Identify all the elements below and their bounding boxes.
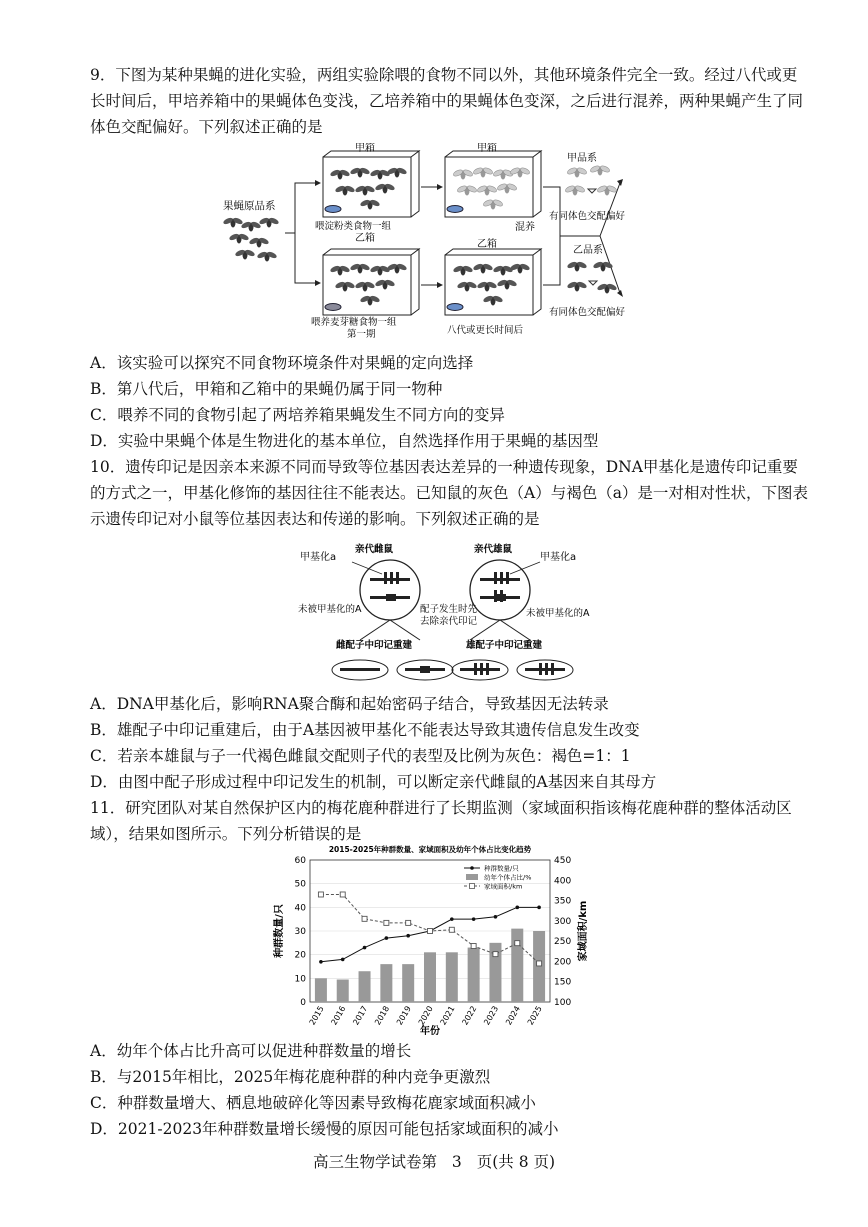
home-range-point — [340, 892, 345, 897]
strain-a-flies — [564, 165, 617, 196]
strain-b-flies — [566, 261, 617, 294]
q9-option-a: A．该实验可以探究不同食物环境条件对果蝇的定向选择 — [90, 354, 474, 372]
period1-label: 第一期 — [347, 329, 376, 340]
y-tick-label: 40 — [294, 903, 306, 914]
pref-a-label: 有同体色交配偏好 — [549, 211, 626, 222]
question-10-figure — [290, 540, 600, 690]
unmethyl-a-right: 未被甲基化的A — [526, 608, 590, 619]
box-b1 — [323, 249, 419, 315]
feed-b-label: 喂养麦芽糖食物一组 — [311, 317, 397, 328]
y2-tick-label: 300 — [554, 916, 572, 927]
male-label: 亲代雄鼠 — [474, 544, 513, 555]
mix-label: 混养 — [515, 222, 535, 233]
y2-tick-label: 250 — [554, 937, 572, 948]
legend-marker-bar — [466, 874, 478, 880]
bar — [315, 978, 327, 1002]
strain-b-label: 乙品系 — [573, 245, 603, 256]
legend-label-population: 种群数量/只 — [484, 864, 519, 873]
origin-flies — [222, 217, 279, 262]
footer-page-number: 3 — [451, 1153, 462, 1171]
population-point — [319, 960, 323, 964]
x-tick-label: 2022 — [460, 1004, 479, 1027]
q9-option-c: C．喂养不同的食物引起了两培养箱果蝇发生不同方向的变异 — [90, 406, 505, 424]
y-tick-label: 50 — [294, 879, 306, 890]
home-range-point — [428, 929, 433, 934]
strain-a-label: 甲品系 — [567, 153, 597, 164]
y2-axis-label: 家域面积/km — [578, 900, 589, 962]
page-footer — [0, 1150, 868, 1172]
population-point — [363, 946, 367, 950]
y-tick-label: 20 — [294, 950, 306, 961]
bar — [424, 952, 436, 1002]
y2-tick-label: 350 — [554, 896, 572, 907]
population-point — [341, 958, 345, 962]
fruitfly-experiment-diagram — [215, 143, 685, 343]
bar — [380, 964, 392, 1002]
question-10-stem: 10．遗传印记是因亲本来源不同而导致等位基因表达差异的一种遗传现象，DNA甲基化是遗传印记重要的方式之一，甲基化修饰的基因往往不能表达。已知鼠的灰色（A）与褐色（a）是一对相对性状，下图表示遗传印记对小鼠等位基因表达和传递的影响。下列叙述正确的是 — [90, 458, 808, 528]
q10-option-a: A．DNA甲基化后，影响RNA聚合酶和起始密码子结合，导致基因无法转录 — [90, 695, 609, 713]
box-a1-label: 甲箱 — [355, 143, 375, 154]
question-11-chart — [268, 842, 598, 1037]
q10-option-b: B．雄配子中印记重建后，由于A基因被甲基化不能表达导致其遗传信息发生改变 — [90, 721, 640, 739]
home-range-point — [515, 941, 520, 946]
box-a2-label: 甲箱 — [477, 143, 497, 154]
y2-tick-label: 200 — [554, 957, 572, 968]
female-chromosomes — [370, 572, 410, 601]
y-tick-label: 30 — [294, 927, 306, 937]
period2-label: 八代或更长时间后 — [447, 325, 524, 336]
x-tick-label: 2021 — [438, 1004, 457, 1027]
y2-tick-label: 400 — [554, 876, 572, 887]
methyl-a-right: 甲基化a — [540, 552, 577, 563]
q11-option-c: C．种群数量增大、栖息地破碎化等因素导致梅花鹿家域面积减小 — [90, 1094, 536, 1112]
bar — [533, 931, 545, 1002]
population-point — [450, 917, 454, 921]
legend-label-bar: 幼年个体占比/% — [484, 873, 532, 882]
bar — [359, 971, 371, 1002]
feed-a-label: 喂淀粉类食物一组 — [315, 221, 392, 232]
y-tick-label: 10 — [294, 974, 306, 985]
footer-prefix: 高三生物学试卷第 — [312, 1153, 437, 1171]
x-tick-label: 2025 — [525, 1004, 544, 1027]
x-tick-label: 2020 — [416, 1004, 435, 1027]
male-chromosomes — [480, 572, 520, 602]
q10-option-c: C．若亲本雄鼠与子一代褐色雌鼠交配则子代的表型及比例为灰色：褐色=1：1 — [90, 747, 631, 765]
population-point — [537, 906, 541, 910]
y2-tick-label: 450 — [554, 856, 572, 866]
population-point — [406, 934, 410, 938]
box-b2-label: 乙箱 — [477, 239, 497, 250]
box-b2 — [445, 249, 541, 315]
q9-option-b: B．第八代后，甲箱和乙箱中的果蝇仍属于同一物种 — [90, 380, 443, 398]
y-tick-label: 0 — [300, 998, 306, 1008]
origin-label: 果蝇原品系 — [223, 200, 276, 212]
box-a1 — [323, 151, 419, 217]
pref-b-label: 有同体色交配偏好 — [549, 307, 626, 318]
bar — [468, 948, 480, 1002]
unmethyl-a-left: 未被甲基化的A — [298, 604, 362, 615]
legend-label-home: 家域面积/km — [484, 882, 523, 891]
middle-text-1: 配子发生时先 — [420, 604, 478, 615]
y-axis-label: 种群数量/只 — [274, 904, 285, 958]
q11-option-b: B．与2015年相比，2025年梅花鹿种群的种内竞争更激烈 — [90, 1068, 491, 1086]
female-label: 亲代雌鼠 — [355, 544, 394, 555]
bar — [511, 929, 523, 1002]
population-point — [494, 915, 498, 919]
x-tick-label: 2019 — [394, 1004, 413, 1027]
bar — [337, 980, 349, 1002]
bar — [402, 964, 414, 1002]
home-range-point — [384, 920, 389, 925]
question-11-stem: 11．研究团队对某自然保护区内的梅花鹿种群进行了长期监测（家域面积指该梅花鹿种群的整体活动区域），结果如图所示。下列分析错误的是 — [90, 799, 792, 843]
question-9-figure — [215, 143, 685, 343]
footer-suffix: 页(共 8 页) — [476, 1153, 556, 1171]
y2-tick-label: 150 — [554, 977, 572, 988]
legend-marker-population — [470, 866, 474, 870]
home-range-point — [537, 961, 542, 966]
x-tick-label: 2015 — [307, 1004, 326, 1027]
home-range-point — [318, 892, 323, 897]
x-tick-label: 2024 — [504, 1004, 523, 1027]
q11-option-d: D．2021-2023年种群数量增长缓慢的原因可能包括家域面积的减小 — [90, 1120, 559, 1138]
y2-tick-label: 100 — [554, 998, 572, 1008]
population-chart — [268, 842, 598, 1037]
home-range-point — [406, 920, 411, 925]
legend-marker-home — [470, 884, 475, 889]
box-b1-label: 乙箱 — [355, 233, 375, 244]
x-tick-label: 2018 — [373, 1004, 392, 1027]
x-axis-label: 年份 — [420, 1026, 440, 1037]
population-point — [515, 906, 519, 910]
q9-option-d: D．实验中果蝇个体是生物进化的基本单位，自然选择作用于果蝇的基因型 — [90, 432, 599, 450]
rebuild-female-label: 雌配子中印记重建 — [336, 640, 413, 651]
x-tick-label: 2016 — [329, 1004, 348, 1027]
population-point — [472, 917, 476, 921]
chart-title: 2015-2025年种群数量、家域面积及幼年个体占比变化趋势 — [328, 845, 532, 854]
x-tick-label: 2023 — [482, 1004, 501, 1027]
gametes — [332, 660, 573, 680]
home-range-point — [449, 927, 454, 932]
x-tick-label: 2017 — [351, 1004, 370, 1027]
question-9-stem: 9．下图为某种果蝇的进化实验，两组实验除喂的食物不同以外，其他环境条件完全一致。经过八代或更长时间后，甲培养箱中的果蝇体色变浅，乙培养箱中的果蝇体色变深，之后进行混养，两种果蝇产生了同体色交配偏好。下列叙述正确的是 — [90, 66, 804, 136]
bar — [446, 952, 458, 1002]
q10-option-d: D．由图中配子形成过程中印记发生的机制，可以断定亲代雌鼠的A基因来自其母方 — [90, 773, 657, 791]
home-range-point — [362, 916, 367, 921]
y-tick-label: 60 — [294, 856, 306, 866]
home-range-point — [493, 952, 498, 957]
rebuild-male-label: 雄配子中印记重建 — [466, 640, 543, 651]
home-range-point — [471, 944, 476, 949]
genetic-imprinting-diagram — [290, 540, 600, 690]
box-a2 — [445, 151, 541, 217]
methyl-a-left: 甲基化a — [300, 552, 337, 563]
population-point — [385, 936, 389, 940]
q11-option-a: A．幼年个体占比升高可以促进种群数量的增长 — [90, 1042, 412, 1060]
middle-text-2: 去除亲代印记 — [420, 616, 478, 627]
